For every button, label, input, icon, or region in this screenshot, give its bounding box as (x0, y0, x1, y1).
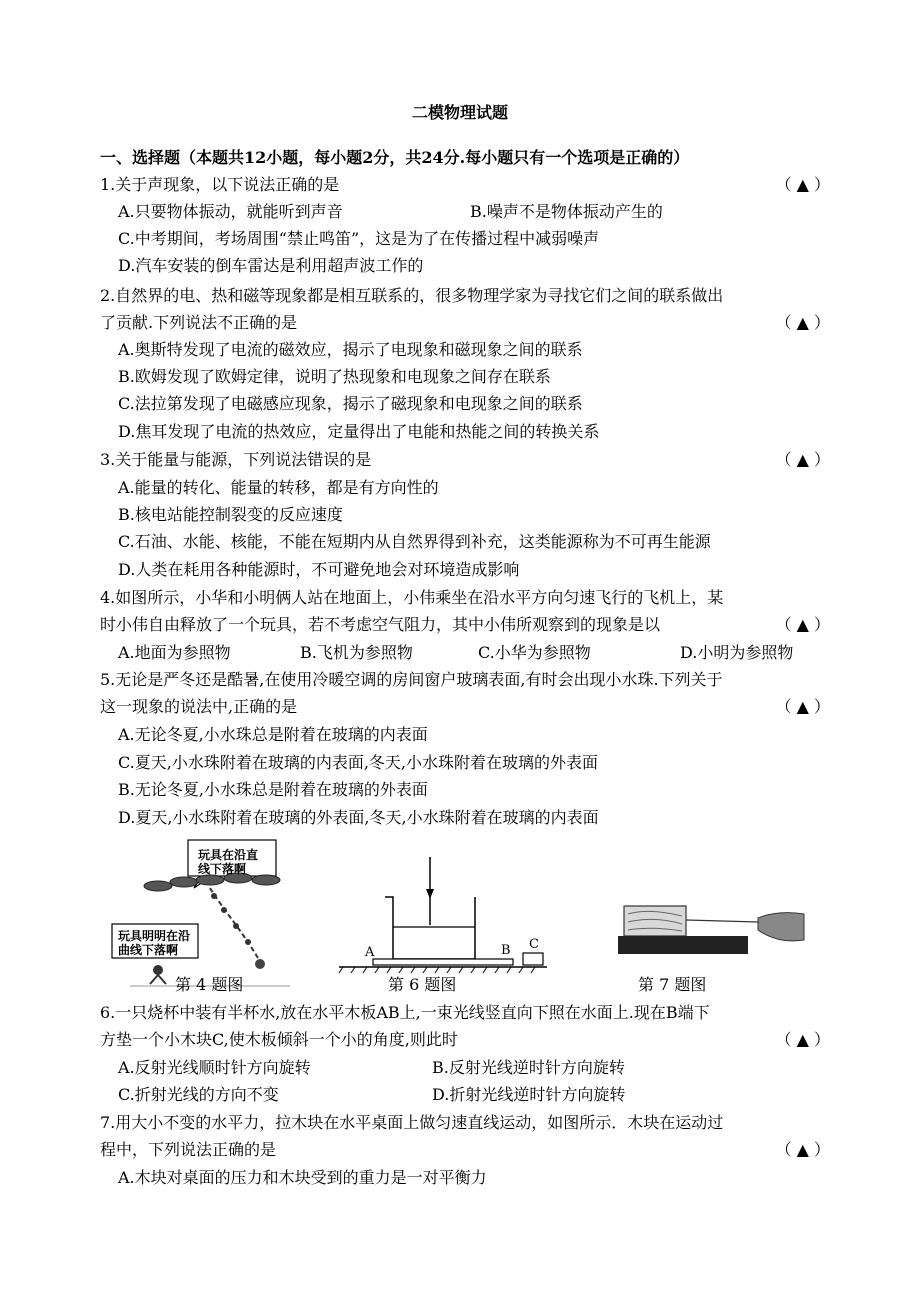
option-d: D.焦耳发现了电流的热效应，定量得出了电能和热能之间的转换关系 (118, 422, 600, 441)
figure-6-label-b: B (501, 943, 511, 958)
answer-mark: （ ▲ ） (775, 450, 830, 469)
figure-4-label-bottom-1: 玩具明明在沿 (118, 929, 191, 943)
figure-4-label-top-1: 玩具在沿直 (198, 848, 259, 862)
answer-mark: （ ▲ ） (775, 175, 830, 194)
answer-mark: （ ▲ ） (775, 697, 830, 716)
figure-4-label-bottom-2: 曲线下落啊 (118, 943, 179, 957)
figure-6-label-a: A (365, 945, 375, 960)
section-heading: 一、选择题（本题共12小题，每小题2分，共24分.每小题只有一个选项是正确的） (100, 148, 690, 167)
page-title: 二模物理试题 (411, 103, 508, 122)
question-1-options-ab (118, 199, 848, 225)
question-2-stem: 2.自然界的电、热和磁等现象都是相互联系的，很多物理学家为寻找它们之间的联系做出 (100, 286, 724, 305)
question-1-stem: 1.关于声现象，以下说法正确的是 （ ▲ ） (100, 172, 830, 198)
question-5-stem: 5.无论是严冬还是酷暑,在使用冷暖空调的房间窗户玻璃表面,有时会出现小水珠.下列关于 (100, 670, 723, 689)
figure-7-caption: 第 7 题图 (638, 975, 707, 994)
figure-7 (618, 900, 808, 962)
question-6-options-ab (118, 1055, 848, 1081)
answer-mark: （ ▲ ） (775, 1140, 830, 1159)
figure-4-label-top-2: 线下落啊 (198, 862, 247, 876)
option-c: C.中考期间，考场周围“禁止鸣笛”，这是为了在传播过程中减弱噪声 (118, 229, 600, 248)
question-7-stem-cont: 程中，下列说法正确的是 （ ▲ ） (100, 1137, 830, 1163)
option-d: D.小明为参照物 (680, 643, 794, 662)
option-d: D.夏天,小水珠附着在玻璃的外表面,冬天,小水珠附着在玻璃的内表面 (118, 808, 599, 827)
figure-6-label-c: C (529, 937, 539, 952)
question-4-options (118, 640, 848, 666)
option-a: A.地面为参照物 (118, 643, 231, 662)
figure-6-caption: 第 6 题图 (388, 975, 457, 994)
question-3-stem: 3.关于能量与能源，下列说法错误的是 （ ▲ ） (100, 447, 830, 473)
option-a: A.只要物体振动，就能听到声音 (118, 202, 343, 221)
figure-4 (110, 838, 310, 988)
option-c: C.石油、水能、核能，不能在短期内从自然界得到补充，这类能源称为不可再生能源 (118, 532, 711, 551)
option-a: A.反射光线顺时针方向旋转 (118, 1058, 311, 1077)
option-c: C.夏天,小水珠附着在玻璃的内表面,冬天,小水珠附着在玻璃的外表面 (118, 753, 599, 772)
option-d: D.折射光线逆时针方向旋转 (432, 1085, 626, 1104)
option-a: A.无论冬夏,小水珠总是附着在玻璃的内表面 (118, 725, 428, 744)
question-4-stem: 4.如图所示，小华和小明俩人站在地面上，小伟乘坐在沿水平方向匀速飞行的飞机上，某 (100, 588, 724, 607)
question-5-stem-cont: 这一现象的说法中,正确的是 （ ▲ ） (100, 694, 830, 720)
question-4-stem-cont: 时小伟自由释放了一个玩具，若不考虑空气阻力，其中小伟所观察到的现象是以 （ ▲ ） (100, 612, 830, 638)
answer-mark: （ ▲ ） (775, 1030, 830, 1049)
option-b: B.反射光线逆时针方向旋转 (432, 1058, 625, 1077)
answer-mark: （ ▲ ） (775, 615, 830, 634)
answer-mark: （ ▲ ） (775, 313, 830, 332)
question-7-stem: 7.用大小不变的水平力，拉木块在水平桌面上做匀速直线运动，如图所示．木块在运动过 (100, 1113, 724, 1132)
option-b: B.飞机为参照物 (300, 643, 413, 662)
figure-4-caption: 第 4 题图 (175, 975, 244, 994)
option-c: C.法拉第发现了电磁感应现象，揭示了磁现象和电现象之间的联系 (118, 394, 583, 413)
option-a: A.能量的转化、能量的转移，都是有方向性的 (118, 478, 439, 497)
option-d: D.人类在耗用各种能源时，不可避免地会对环境造成影响 (118, 560, 520, 579)
question-2-stem-cont: 了贡献.下列说法不正确的是 （ ▲ ） (100, 310, 830, 336)
question-6-stem-cont: 方垫一个小木块C,使木板倾斜一个小的角度,则此时 （ ▲ ） (100, 1027, 830, 1053)
question-6-options-cd (118, 1082, 848, 1108)
option-b: B.无论冬夏,小水珠总是附着在玻璃的外表面 (118, 780, 428, 799)
figure-6 (335, 855, 550, 975)
option-b: B.核电站能控制裂变的反应速度 (118, 505, 343, 524)
option-a: A.木块对桌面的压力和木块受到的重力是一对平衡力 (118, 1168, 487, 1187)
option-d: D.汽车安装的倒车雷达是利用超声波工作的 (118, 256, 424, 275)
option-a: A.奥斯特发现了电流的磁效应，揭示了电现象和磁现象之间的联系 (118, 340, 583, 359)
figure-7-drawing (618, 900, 808, 962)
option-b: B.噪声不是物体振动产生的 (470, 202, 663, 221)
option-c: C.小华为参照物 (478, 643, 591, 662)
option-c: C.折射光线的方向不变 (118, 1085, 279, 1104)
question-6-stem: 6.一只烧杯中装有半杯水,放在水平木板AB上,一束光线竖直向下照在水面上.现在B端下 (100, 1003, 710, 1022)
option-b: B.欧姆发现了欧姆定律，说明了热现象和电现象之间存在联系 (118, 367, 551, 386)
